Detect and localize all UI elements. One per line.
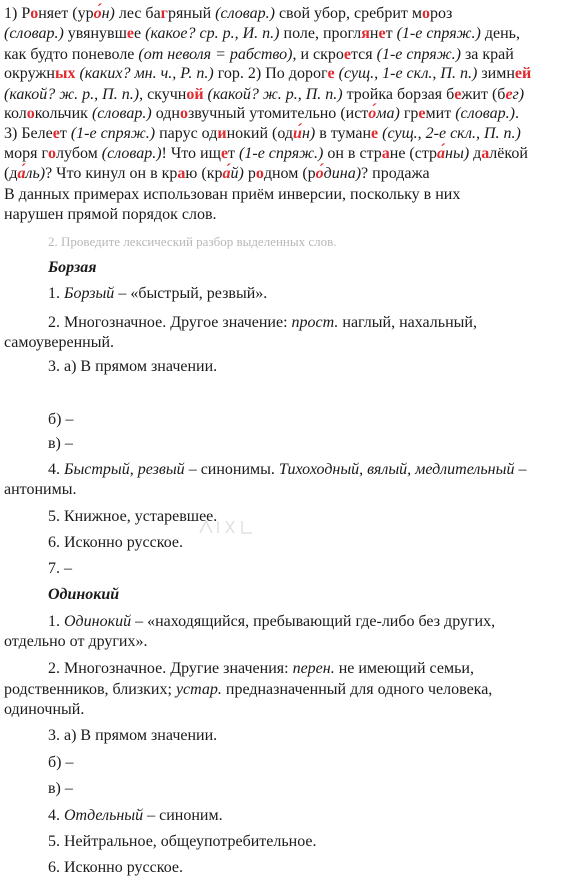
example-segment: (ур xyxy=(72,5,94,22)
example-segment: , и скро xyxy=(292,46,344,63)
example-segment: (словар.) xyxy=(91,105,152,122)
example-segment: о́ xyxy=(93,5,102,22)
example-segment: жит xyxy=(461,86,492,103)
example-segment: кол xyxy=(4,105,27,122)
example-segment: (кр xyxy=(201,165,223,182)
example-segment: (од xyxy=(272,125,294,142)
example-segment: (сущ., 1-е скл., П. п.) xyxy=(338,65,478,82)
example-segment: (словар.) xyxy=(455,105,515,122)
example-segment: я xyxy=(361,25,370,42)
example-segment: (р xyxy=(302,165,316,182)
example-segment: мит xyxy=(425,105,456,122)
example-segment: нокий xyxy=(226,125,273,142)
example-segment: парус од xyxy=(155,125,218,142)
odinokiy-p5: 5. Нейтральное, общеупотребительное. xyxy=(48,833,317,850)
example-segment: т xyxy=(228,145,240,162)
example-segment: , скучн xyxy=(139,86,187,103)
example-segment: дина) xyxy=(323,165,362,182)
example-segment: ма) xyxy=(376,105,400,122)
example-segment: е xyxy=(371,125,379,142)
borzaya-p3: 3. а) В прямом значении. xyxy=(48,358,218,375)
example-segment: е xyxy=(126,25,135,42)
borzaya-p2-text: 2. Многозначное. Другое значение: xyxy=(48,314,292,331)
example-line xyxy=(4,45,514,65)
example-segment: а xyxy=(177,165,186,182)
example-segment: свой убор, сребрит м xyxy=(274,5,422,22)
example-segment: он в стр xyxy=(323,145,382,162)
example-segment: ? продажа xyxy=(361,165,430,182)
example-segment: гор. 2) По дорог xyxy=(213,65,328,82)
example-segment: (какой? ж. р., П. п.) xyxy=(4,86,140,103)
task-2-heading: 2. Проведите лексический разбор выделенных слов. xyxy=(48,234,337,249)
borzaya-synonyms: Быстрый, резвый xyxy=(64,461,185,478)
example-segment: тся xyxy=(350,46,377,63)
example-segment: (1-е спряж.) xyxy=(70,125,156,142)
example-segment: поле, прогл xyxy=(279,25,362,42)
watermark-logo xyxy=(196,517,258,537)
example-segment: ю xyxy=(185,165,202,182)
example-segment: (1-е спряж.) xyxy=(396,25,481,42)
example-segment: ей xyxy=(514,65,532,82)
example-segment: е xyxy=(343,46,351,63)
example-line xyxy=(4,64,531,84)
example-segment: о xyxy=(48,145,57,162)
odinokiy-p2-mark2: устар. xyxy=(175,681,222,698)
example-segment: (б xyxy=(491,86,506,103)
example-segment: лёкой xyxy=(489,145,528,162)
odinokiy-p1: 1. Одинокий – «находящийся, пребывающий где-либо без других, xyxy=(48,613,496,630)
example-segment: лес ба xyxy=(114,5,161,22)
borzaya-p2-text-b: наглый, нахальный, xyxy=(338,314,477,331)
example-segment: в туман xyxy=(315,125,372,142)
example-segment: а́ xyxy=(17,165,26,182)
conclusion-line-2: нарушен прямой порядок слов. xyxy=(4,206,217,223)
example-segment: е xyxy=(418,105,426,122)
example-segment: ны) xyxy=(445,145,470,162)
example-segment: (1-е спряж.) xyxy=(376,46,461,63)
example-segment: одн xyxy=(151,105,180,122)
word-title-odinokiy: Одинокий xyxy=(48,586,120,603)
borzaya-p4: 4. Быстрый, резвый – синонимы. Тихоходный, вялый, медлительный – xyxy=(48,461,527,478)
example-segment: увянувш xyxy=(63,25,127,42)
example-segment: кольчик xyxy=(34,105,92,122)
example-segment: о́ xyxy=(315,165,324,182)
odinokiy-p1-word: Одинокий xyxy=(64,613,132,630)
example-segment: т xyxy=(385,25,397,42)
example-line xyxy=(4,4,452,24)
example-segment: как будто поневоле xyxy=(4,46,139,63)
conclusion-line-1: В данных примерах использован приём инверсии, поскольку в них xyxy=(4,186,461,203)
example-segment: а xyxy=(481,145,490,162)
example-segment: 3) Беле xyxy=(4,125,53,142)
example-segment: ! Что ищ xyxy=(161,145,221,162)
borzaya-antonyms: Тихоходный, вялый, медлительный xyxy=(278,461,515,478)
example-line xyxy=(4,85,524,105)
example-segment: (сущ., 2-е скл., П. п.) xyxy=(382,125,521,142)
odinokiy-p1-line2: отдельно от других». xyxy=(4,633,148,650)
example-segment: роз xyxy=(430,5,453,22)
example-segment: о xyxy=(179,105,188,122)
borzaya-v: в) – xyxy=(48,435,73,452)
example-segment: н) xyxy=(101,5,115,22)
example-segment: н) xyxy=(301,125,316,142)
example-segment: (стр xyxy=(409,145,438,162)
example-segment: звучный утомительно xyxy=(187,105,341,122)
example-segment: (каких? мн. ч., Р. п.) xyxy=(79,65,214,82)
example-segment: е xyxy=(220,145,229,162)
example-segment: о xyxy=(30,5,39,22)
example-segment: е xyxy=(378,25,386,42)
example-segment: няет xyxy=(38,5,73,22)
odinokiy-p4: 4. Отдельный – синоним. xyxy=(48,807,223,824)
word-title-borzaya: Борзая xyxy=(48,259,97,276)
example-segment: н xyxy=(369,25,379,42)
example-segment: 1) Р xyxy=(4,5,31,22)
example-segment: . xyxy=(514,105,519,122)
example-segment: г) xyxy=(512,86,525,103)
borzaya-p1: 1. Борзый – «быстрый, резвый». xyxy=(48,285,268,302)
example-segment: (от неволя = рабство) xyxy=(138,46,293,63)
example-segment: (словар.) xyxy=(4,25,64,42)
borzaya-p2-mark: прост. xyxy=(291,314,339,331)
example-line xyxy=(4,104,519,124)
example-segment: о xyxy=(422,5,430,22)
borzaya-p2-line2: самоуверенный. xyxy=(4,334,115,351)
example-segment: а xyxy=(381,145,390,162)
example-segment: лубом xyxy=(56,145,102,162)
odinokiy-p2-text-b: не имеющий семьи, xyxy=(334,660,474,677)
example-segment: (какое? ср. р., И. п.) xyxy=(145,25,280,42)
example-segment: ? Что кинул он в кр xyxy=(45,165,178,182)
example-segment: ой xyxy=(186,86,204,103)
example-segment: за край xyxy=(460,46,514,63)
example-segment: (словар.) xyxy=(101,145,162,162)
example-segment: окружн xyxy=(4,65,55,82)
odinokiy-p2-line3: одиночный. xyxy=(4,701,85,718)
example-segment: ль) xyxy=(25,165,46,182)
example-segment: о xyxy=(255,165,264,182)
example-segment: (словар.) xyxy=(215,5,275,22)
borzaya-p1-text: – «быстрый, резвый». xyxy=(114,285,268,302)
example-line xyxy=(4,144,528,164)
odinokiy-p6: 6. Исконно русское. xyxy=(48,859,183,876)
example-segment: тройка борзая б xyxy=(342,86,455,103)
borzaya-p2 xyxy=(48,313,477,333)
example-segment: д xyxy=(469,145,482,162)
example-segment: а́ xyxy=(437,145,446,162)
borzaya-b: б) – xyxy=(48,411,74,428)
example-segment: р xyxy=(243,165,256,182)
example-segment: (какой? ж. р., П. п.) xyxy=(207,86,343,103)
example-segment: (д xyxy=(4,165,18,182)
borzaya-p7: 7. – xyxy=(48,560,72,577)
example-segment: е xyxy=(454,86,462,103)
example-segment: е xyxy=(505,86,513,103)
odinokiy-p2-mark: перен. xyxy=(292,660,335,677)
example-segment: е xyxy=(327,65,335,82)
example-line xyxy=(4,24,520,44)
borzaya-p6: 6. Исконно русское. xyxy=(48,534,183,551)
example-segment: моря г xyxy=(4,145,49,162)
example-segment: гр xyxy=(399,105,419,122)
example-segment: не xyxy=(389,145,410,162)
borzaya-p1-word: Борзый xyxy=(64,285,115,302)
odinokiy-p2-line2-text: родственников, близких; xyxy=(4,681,176,698)
borzaya-p4-line2: антонимы. xyxy=(4,481,77,498)
example-segment: е xyxy=(52,125,60,142)
example-segment: день, xyxy=(480,25,520,42)
example-segment: й) xyxy=(230,165,244,182)
example-line xyxy=(4,124,521,144)
example-segment: т xyxy=(59,125,71,142)
borzaya-p5: 5. Книжное, устаревшее. xyxy=(48,508,218,525)
odinokiy-p3: 3. а) В прямом значении. xyxy=(48,727,218,744)
odinokiy-b: б) – xyxy=(48,754,74,771)
example-segment: и xyxy=(217,125,227,142)
example-segment: ряный xyxy=(167,5,216,22)
example-line xyxy=(4,164,430,184)
example-segment: (1-е спряж.) xyxy=(239,145,324,162)
example-segment: а́ xyxy=(222,165,231,182)
example-segment: и́ xyxy=(293,125,302,142)
odinokiy-v: в) – xyxy=(48,780,73,797)
borzaya-p4-end: – xyxy=(514,461,527,478)
example-segment: г xyxy=(160,5,168,22)
example-segment: зимн xyxy=(477,65,515,82)
borzaya-p4-mid: – синонимы. xyxy=(184,461,279,478)
example-segment: е xyxy=(134,25,146,42)
odinokiy-p4-text: – синоним. xyxy=(143,807,223,824)
odinokiy-p2-text: 2. Многозначное. Другие значения: xyxy=(48,660,293,677)
odinokiy-p2 xyxy=(48,659,474,679)
example-segment: (ист xyxy=(340,105,369,122)
example-segment: дном xyxy=(263,165,303,182)
example-segment: о́ xyxy=(368,105,377,122)
odinokiy-p1-text: – «находящийся, пребывающий где-либо без других, xyxy=(131,613,496,630)
example-segment: ых xyxy=(54,65,76,82)
odinokiy-p2-line2-rest: предназначенный для одного человека, xyxy=(221,681,493,698)
example-segment: о xyxy=(26,105,35,122)
odinokiy-p2-line2 xyxy=(4,680,492,700)
odinokiy-p4-word: Отдельный xyxy=(64,807,144,824)
